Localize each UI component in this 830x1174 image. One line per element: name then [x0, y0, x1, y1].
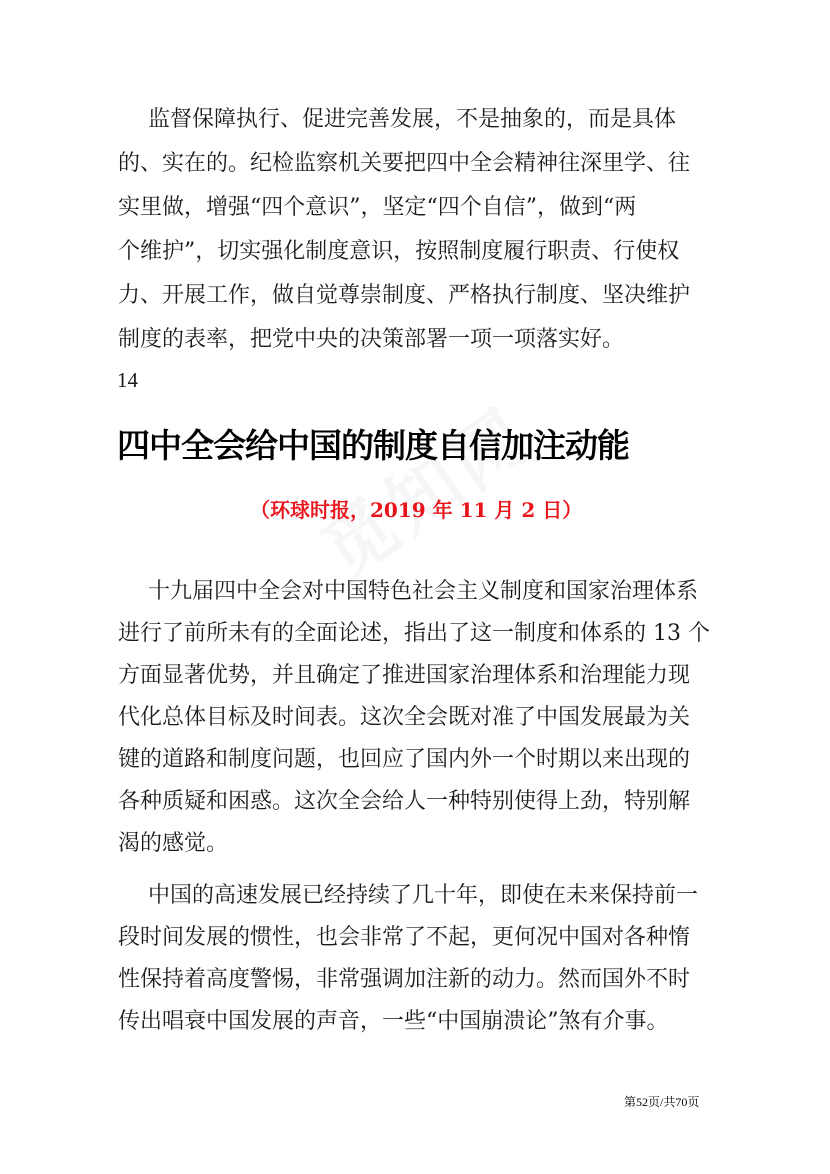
paragraph-line: 中国的高速发展已经持续了几十年，即使在未来保持前一 — [148, 883, 699, 908]
paragraph-line: 十九届四中全会对中国特色社会主义制度和国家治理体系 — [148, 579, 699, 604]
paragraph-line: 的、实在的。纪检监察机关要把四中全会精神往深里学、往 — [118, 151, 691, 176]
watermark-logo — [298, 364, 563, 587]
paragraph-line: 传出唱衰中国发展的声音，一些“中国崩溃论”煞有介事。 — [118, 1009, 669, 1034]
paragraph-line: 代化总体目标及时间表。这次全会既对准了中国发展最为关 — [118, 705, 691, 730]
paragraph-line: 渴的感觉。 — [118, 831, 229, 856]
section-number: 14 — [117, 368, 138, 392]
page-footer: 第52页/共70页 — [624, 1095, 700, 1109]
paragraph-line: 各种质疑和困惑。这次全会给人一种特别使得上劲，特别解 — [118, 789, 691, 814]
paragraph-line: 键的道路和制度问题，也回应了国内外一个时期以来出现的 — [118, 747, 691, 772]
article-source: （环球时报，2019 年 11 月 2 日） — [250, 498, 583, 522]
paragraph-line: 力、开展工作，做自觉尊崇制度、严格执行制度、坚决维护 — [118, 283, 691, 308]
paragraph-line: 性保持着高度警惕，非常强调加注新的动力。然而国外不时 — [118, 967, 691, 992]
article-headline: 四中全会给中国的制度自信加注动能 — [117, 426, 629, 465]
paragraph-line: 监督保障执行、促进完善发展，不是抽象的，而是具体 — [148, 107, 677, 132]
paragraph-line: 个维护”，切实强化制度意识，按照制度履行职责、行使权 — [118, 239, 680, 264]
paragraph-line: 制度的表率，把党中央的决策部署一项一项落实好。 — [118, 327, 625, 352]
paragraph-line: 进行了前所未有的全面论述，指出了这一制度和体系的 13 个 — [118, 621, 710, 646]
paragraph-line: 段时间发展的惯性，也会非常了不起，更何况中国对各种惰 — [118, 925, 691, 950]
paragraph-line: 方面显著优势，并且确定了推进国家治理体系和治理能力现 — [118, 663, 691, 688]
paragraph-line: 实里做，增强“四个意识”，坚定“四个自信”，做到“两 — [118, 195, 637, 220]
